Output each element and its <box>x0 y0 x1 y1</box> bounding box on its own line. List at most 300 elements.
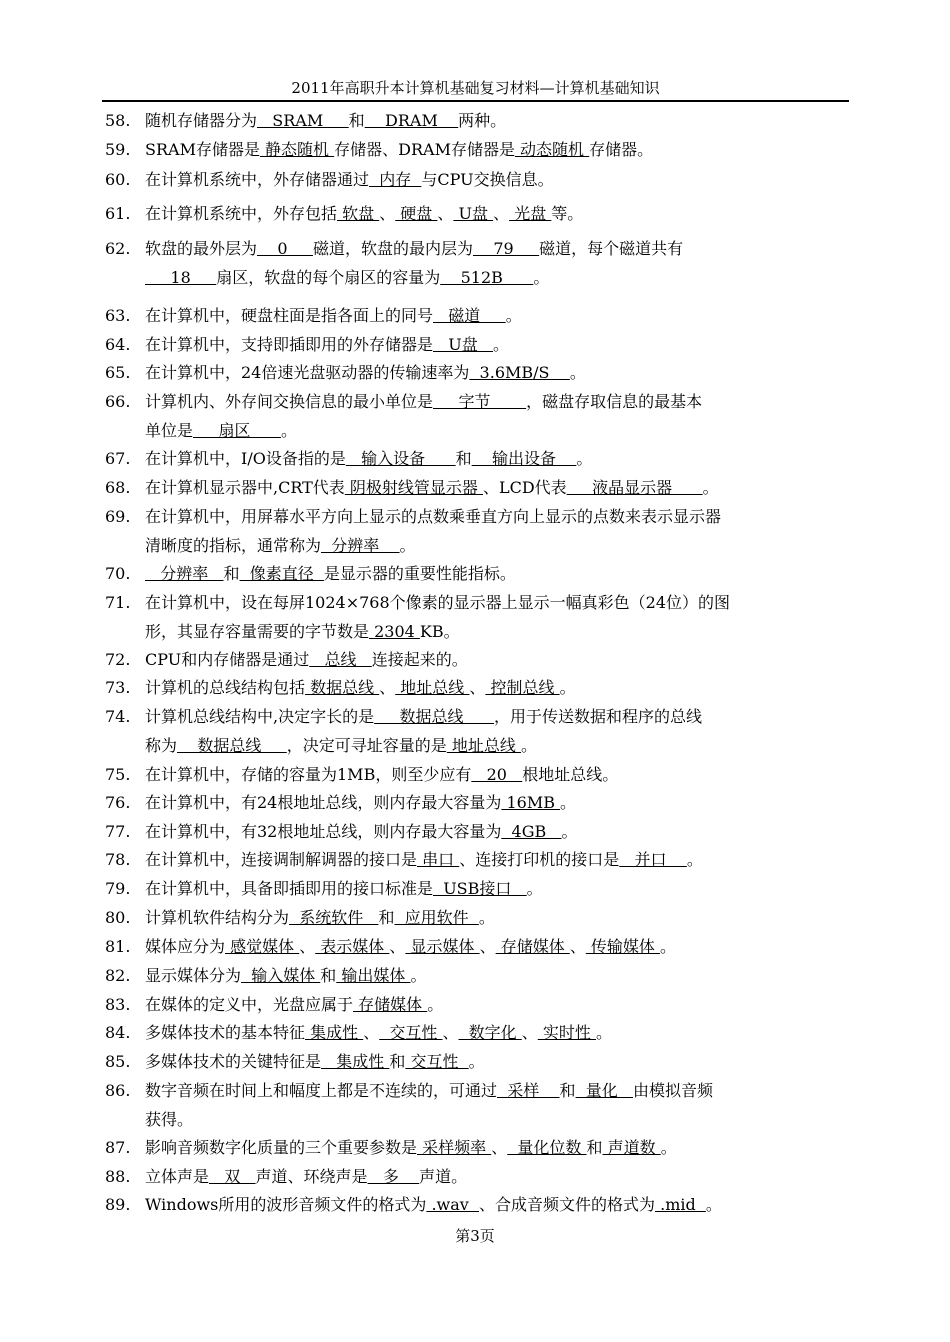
answer-blank: 4GB <box>501 822 562 841</box>
answer-blank: 内存 <box>369 170 422 189</box>
question-text <box>145 199 847 228</box>
answer-blank: 显示媒体 <box>405 937 480 956</box>
question-segment: 由模拟音频 <box>633 1081 714 1100</box>
question-text <box>145 106 847 135</box>
question-segment: 计算机软件结构分为 <box>145 908 290 927</box>
answer-blank: 动态随机 <box>514 140 590 159</box>
question-text <box>145 1018 847 1047</box>
question-segment: 获得。 <box>145 1110 194 1129</box>
question-segment: 。 <box>526 879 543 898</box>
question-segment: 在计算机中，设在每屏1024×768个像素的显示器上显示一幅真彩色（24位）的图 <box>145 593 731 612</box>
answer-blank: 输入设备 <box>345 449 456 468</box>
question-line <box>145 165 847 194</box>
question-number: 67. <box>105 449 131 468</box>
question-segment: 。 <box>561 822 578 841</box>
answer-blank: U盘 <box>453 204 494 223</box>
question-line <box>145 473 847 502</box>
answer-blank: 并口 <box>619 850 687 869</box>
question-text <box>145 645 847 674</box>
question-text <box>145 358 847 387</box>
answer-blank: 传输媒体 <box>585 937 661 956</box>
question-segment: 存储器、DRAM存储器是 <box>334 140 515 159</box>
answer-blank: 量化 <box>575 1081 633 1100</box>
question-segment: 多媒体技术的基本特征 <box>145 1023 306 1042</box>
question-line <box>145 106 847 135</box>
question-line <box>145 263 847 292</box>
question-number: 68. <box>105 478 131 497</box>
question-text <box>145 559 847 588</box>
question-item <box>105 559 847 588</box>
answer-blank: .wav <box>426 1195 479 1214</box>
question-text <box>145 845 847 874</box>
question-text <box>145 673 847 702</box>
question-segment: 在计算机中，具备即插即用的接口标准是 <box>145 879 434 898</box>
question-item <box>105 673 847 702</box>
question-text <box>145 588 847 646</box>
answer-blank: 20 <box>471 765 523 784</box>
question-line <box>145 617 847 646</box>
question-segment: 。 <box>705 1195 722 1214</box>
question-item <box>105 702 847 760</box>
question-segment: ，磁盘存取信息的最基本 <box>526 392 703 411</box>
question-segment: 和 <box>455 449 472 468</box>
question-number: 73. <box>105 678 131 697</box>
question-number: 84. <box>105 1023 131 1042</box>
question-line <box>145 731 847 760</box>
answer-blank: 像素直径 <box>239 564 324 583</box>
question-line <box>145 502 847 531</box>
answer-blank: 采样 <box>497 1081 560 1100</box>
answer-blank: 数据总线 <box>374 707 495 726</box>
question-segment: 在计算机中，24倍速光盘驱动器的传输速率为 <box>145 363 470 382</box>
answer-blank: 2304 <box>369 622 420 641</box>
question-number: 59. <box>105 140 131 159</box>
question-text <box>145 502 847 560</box>
question-line <box>145 702 847 731</box>
question-segment: 在计算机中，有24根地址总线，则内存最大容量为 <box>145 793 502 812</box>
question-segment: 和 <box>586 1138 603 1157</box>
question-segment: 在计算机中，连接调制解调器的接口是 <box>145 850 418 869</box>
question-number: 88. <box>105 1167 131 1186</box>
question-text <box>145 135 847 164</box>
answer-blank: 总线 <box>309 650 372 669</box>
question-number: 66. <box>105 392 131 411</box>
question-segment: 媒体应分为 <box>145 937 226 956</box>
question-text <box>145 1076 847 1134</box>
question-number: 85. <box>105 1052 131 1071</box>
question-segment: Windows所用的波形音频文件的格式为 <box>145 1195 427 1214</box>
question-number: 83. <box>105 995 131 1014</box>
question-segment: 。 <box>280 421 297 440</box>
answer-blank: 阴极射线管显示器 <box>344 478 483 497</box>
question-text <box>145 961 847 990</box>
question-line <box>145 903 847 932</box>
answer-blank: 光盘 <box>509 204 552 223</box>
question-item <box>105 990 847 1019</box>
question-segment: 、 <box>379 204 396 223</box>
answer-blank: 地址总线 <box>395 678 470 697</box>
question-text <box>145 788 847 817</box>
question-item <box>105 1076 847 1134</box>
answer-blank: 表示媒体 <box>315 937 390 956</box>
question-item <box>105 330 847 359</box>
question-item <box>105 760 847 789</box>
question-segment: KB。 <box>419 622 460 641</box>
question-line <box>145 1105 847 1134</box>
question-item <box>105 473 847 502</box>
question-segment: 在计算机显示器中,CRT代表 <box>145 478 345 497</box>
question-segment: 在计算机系统中，外存储器通过 <box>145 170 370 189</box>
question-line <box>145 817 847 846</box>
answer-blank: 串口 <box>417 850 460 869</box>
question-segment: 。 <box>576 449 593 468</box>
question-line <box>145 387 847 416</box>
question-number: 70. <box>105 564 131 583</box>
answer-blank: .mid <box>655 1195 706 1214</box>
question-segment: 。 <box>427 995 444 1014</box>
header-rule <box>102 100 849 102</box>
question-segment: 和 <box>389 1052 406 1071</box>
question-text <box>145 1162 847 1191</box>
question-text <box>145 903 847 932</box>
answer-blank: 感觉媒体 <box>225 937 300 956</box>
question-segment: 在计算机系统中，外存包括 <box>145 204 338 223</box>
question-segment: 。 <box>493 335 510 354</box>
question-number: 86. <box>105 1081 131 1100</box>
answer-blank: 512B <box>440 268 534 287</box>
answer-blank: 液晶显示器 <box>566 478 703 497</box>
question-segment: 在计算机中，有32根地址总线，则内存最大容量为 <box>145 822 502 841</box>
question-item <box>105 1133 847 1162</box>
answer-blank: 多 <box>367 1167 420 1186</box>
question-segment: 计算机总线结构中,决定字长的是 <box>145 707 375 726</box>
question-segment: 。 <box>569 363 586 382</box>
question-segment: 和 <box>320 966 337 985</box>
question-line <box>145 416 847 445</box>
answer-blank: 软盘 <box>337 204 380 223</box>
question-line <box>145 874 847 903</box>
question-text <box>145 444 847 473</box>
question-item <box>105 817 847 846</box>
question-segment: SRAM存储器是 <box>145 140 260 159</box>
question-segment: 。 <box>559 678 576 697</box>
answer-blank: 数字化 <box>458 1023 522 1042</box>
question-segment: 影响音频数字化质量的三个重要参数是 <box>145 1138 418 1157</box>
question-segment: 、 <box>379 678 396 697</box>
question-segment: 显示媒体分为 <box>145 966 242 985</box>
question-text <box>145 874 847 903</box>
question-number: 63. <box>105 306 131 325</box>
question-line <box>145 301 847 330</box>
answer-blank: 字节 <box>433 392 527 411</box>
question-line <box>145 990 847 1019</box>
question-segment: 与CPU交换信息。 <box>421 170 554 189</box>
question-segment: 单位是 <box>145 421 194 440</box>
question-number: 76. <box>105 793 131 812</box>
question-segment: 在媒体的定义中，光盘应属于 <box>145 995 354 1014</box>
question-number: 79. <box>105 879 131 898</box>
answer-blank: 数据总线 <box>177 736 287 755</box>
question-segment: 称为 <box>145 736 178 755</box>
answer-blank: 交互性 <box>405 1052 469 1071</box>
question-segment: 、 <box>389 937 406 956</box>
question-segment: 。 <box>660 1138 677 1157</box>
question-number: 89. <box>105 1195 131 1214</box>
question-line <box>145 135 847 164</box>
question-segment: 和 <box>348 111 365 130</box>
question-line <box>145 1133 847 1162</box>
answer-blank: 扇区 <box>193 421 281 440</box>
question-segment: 存储器。 <box>589 140 654 159</box>
question-text <box>145 932 847 961</box>
question-line <box>145 788 847 817</box>
answer-blank: 静态随机 <box>259 140 335 159</box>
question-number: 69. <box>105 507 131 526</box>
answer-blank: USB接口 <box>433 879 527 898</box>
answer-blank: U盘 <box>433 335 494 354</box>
answer-blank: 存储媒体 <box>495 937 570 956</box>
question-number: 78. <box>105 850 131 869</box>
question-number: 74. <box>105 707 131 726</box>
question-item <box>105 932 847 961</box>
question-text <box>145 760 847 789</box>
question-number: 81. <box>105 937 131 956</box>
answer-blank: 输出媒体 <box>336 966 411 985</box>
question-segment: 。 <box>702 478 719 497</box>
answer-blank: 存储媒体 <box>353 995 428 1014</box>
question-line <box>145 845 847 874</box>
question-line <box>145 1018 847 1047</box>
question-item <box>105 165 847 194</box>
question-segment: 、 <box>299 937 316 956</box>
question-number: 62. <box>105 239 131 258</box>
question-segment: 在计算机中，硬盘柱面是指各面上的同号 <box>145 306 434 325</box>
answer-blank: 分辨率 <box>145 564 224 583</box>
question-segment: 、 <box>469 678 486 697</box>
answer-blank: 采样频率 <box>417 1138 492 1157</box>
question-line <box>145 1190 847 1219</box>
question-segment: 、 <box>479 937 496 956</box>
question-segment: 在计算机中，用屏幕水平方向上显示的点数乘垂直方向上显示的点数来表示显示器 <box>145 507 722 526</box>
question-segment: 在计算机中，I/O设备指的是 <box>145 449 346 468</box>
question-item <box>105 1190 847 1219</box>
question-line <box>145 961 847 990</box>
question-segment: 形，其显存容量需要的字节数是 <box>145 622 370 641</box>
answer-blank: 16MB <box>501 793 561 812</box>
question-segment: 计算机内、外存间交换信息的最小单位是 <box>145 392 434 411</box>
question-text <box>145 330 847 359</box>
answer-blank: DRAM <box>364 111 459 130</box>
question-text <box>145 990 847 1019</box>
question-line <box>145 760 847 789</box>
question-segment: 、连接打印机的接口是 <box>459 850 620 869</box>
question-text <box>145 702 847 760</box>
answer-blank: 交互性 <box>379 1023 443 1042</box>
question-segment: 。 <box>410 966 427 985</box>
question-segment: 、合成音频文件的格式为 <box>479 1195 656 1214</box>
question-number: 61. <box>105 204 131 223</box>
question-segment: 。 <box>686 850 703 869</box>
question-line <box>145 199 847 228</box>
question-item <box>105 387 847 445</box>
question-number: 87. <box>105 1138 131 1157</box>
question-segment: 声道。 <box>419 1167 468 1186</box>
question-segment: 两种。 <box>458 111 507 130</box>
question-number: 82. <box>105 966 131 985</box>
question-item <box>105 788 847 817</box>
question-line <box>145 330 847 359</box>
question-number: 75. <box>105 765 131 784</box>
question-number: 64. <box>105 335 131 354</box>
question-text <box>145 473 847 502</box>
answer-blank: 硬盘 <box>395 204 438 223</box>
question-number: 60. <box>105 170 131 189</box>
question-segment: 、 <box>569 937 586 956</box>
question-segment: 声道、环绕声是 <box>255 1167 368 1186</box>
answer-blank: 双 <box>209 1167 256 1186</box>
question-number: 71. <box>105 593 131 612</box>
question-segment: 。 <box>533 268 550 287</box>
question-segment: 清晰度的指标，通常称为 <box>145 536 322 555</box>
answer-blank: 集成性 <box>321 1052 390 1071</box>
question-line <box>145 444 847 473</box>
question-segment: 。 <box>595 1023 612 1042</box>
question-text <box>145 387 847 445</box>
question-number: 58. <box>105 111 131 130</box>
question-line <box>145 234 847 263</box>
question-number: 65. <box>105 363 131 382</box>
question-item <box>105 301 847 330</box>
question-segment: ，决定可寻址容量的是 <box>286 736 447 755</box>
question-line <box>145 559 847 588</box>
question-segment: 在计算机中，支持即插即用的外存储器是 <box>145 335 434 354</box>
question-segment: 数字音频在时间上和幅度上都是不连续的，可通过 <box>145 1081 498 1100</box>
question-line <box>145 645 847 674</box>
question-segment: 是显示器的重要性能指标。 <box>323 564 516 583</box>
question-segment: 等。 <box>551 204 584 223</box>
question-number: 77. <box>105 822 131 841</box>
question-segment: 、LCD代表 <box>482 478 567 497</box>
question-text <box>145 1190 847 1219</box>
answer-blank: 实时性 <box>537 1023 596 1042</box>
question-line <box>145 588 847 617</box>
page-header-title: 2011年高职升本计算机基础复习材料—计算机基础知识 <box>291 79 660 97</box>
question-segment: 磁道，软盘的最内层为 <box>312 239 473 258</box>
question-segment: 和 <box>559 1081 576 1100</box>
answer-blank: 地址总线 <box>446 736 521 755</box>
question-line <box>145 932 847 961</box>
question-segment: 。 <box>478 908 495 927</box>
answer-blank: 控制总线 <box>485 678 560 697</box>
question-segment: 和 <box>378 908 395 927</box>
question-text <box>145 817 847 846</box>
answer-blank: 0 <box>257 239 313 258</box>
question-segment: 在计算机中，存储的容量为1MB，则至少应有 <box>145 765 472 784</box>
question-item <box>105 845 847 874</box>
question-segment: 。 <box>521 736 538 755</box>
question-segment: 。 <box>560 793 577 812</box>
question-item <box>105 874 847 903</box>
question-segment: CPU和内存储器是通过 <box>145 650 310 669</box>
question-line <box>145 1076 847 1105</box>
question-segment: 连接起来的。 <box>371 650 468 669</box>
question-item <box>105 106 847 135</box>
answer-blank: 声道数 <box>602 1138 661 1157</box>
answer-blank: 79 <box>472 239 540 258</box>
question-segment: 立体声是 <box>145 1167 210 1186</box>
question-segment: 。 <box>399 536 416 555</box>
question-text <box>145 234 847 292</box>
question-segment: 。 <box>505 306 522 325</box>
question-number: 72. <box>105 650 131 669</box>
question-text <box>145 1047 847 1076</box>
answer-blank: SRAM <box>257 111 349 130</box>
question-segment: 、 <box>491 1138 508 1157</box>
question-item <box>105 961 847 990</box>
question-segment: 。 <box>468 1052 485 1071</box>
answer-blank: 量化位数 <box>507 1138 587 1157</box>
question-item <box>105 1018 847 1047</box>
question-segment: 软盘的最外层为 <box>145 239 258 258</box>
question-item <box>105 234 847 292</box>
question-text <box>145 165 847 194</box>
question-item <box>105 358 847 387</box>
question-segment: 、 <box>437 204 454 223</box>
question-item <box>105 903 847 932</box>
answer-blank: 数据总线 <box>305 678 380 697</box>
question-line <box>145 673 847 702</box>
answer-blank: 输入媒体 <box>241 966 321 985</box>
answer-blank: 磁道 <box>433 306 506 325</box>
answer-blank: 系统软件 <box>289 908 379 927</box>
question-segment: 多媒体技术的关键特征是 <box>145 1052 322 1071</box>
question-item <box>105 135 847 164</box>
question-item <box>105 1162 847 1191</box>
question-text <box>145 1133 847 1162</box>
page-number: 第3页 <box>455 1227 495 1245</box>
question-line <box>145 1162 847 1191</box>
question-line <box>145 531 847 560</box>
question-segment: 、 <box>521 1023 538 1042</box>
answer-blank: 分辨率 <box>321 536 400 555</box>
question-segment: 和 <box>223 564 240 583</box>
question-segment: 、 <box>442 1023 459 1042</box>
question-segment: 磁道，每个磁道共有 <box>539 239 684 258</box>
question-segment: 随机存储器分为 <box>145 111 258 130</box>
question-number: 80. <box>105 908 131 927</box>
question-item <box>105 444 847 473</box>
question-segment: 计算机的总线结构包括 <box>145 678 306 697</box>
answer-blank: 18 <box>145 268 217 287</box>
question-segment: 、 <box>363 1023 380 1042</box>
question-line <box>145 1047 847 1076</box>
answer-blank: 集成性 <box>305 1023 364 1042</box>
question-item <box>105 645 847 674</box>
answer-blank: 应用软件 <box>394 908 479 927</box>
question-line <box>145 358 847 387</box>
question-segment: 根地址总线。 <box>522 765 619 784</box>
question-text <box>145 301 847 330</box>
question-item <box>105 588 847 646</box>
question-segment: 。 <box>660 937 677 956</box>
question-item <box>105 199 847 228</box>
question-item <box>105 1047 847 1076</box>
question-segment: ，用于传送数据和程序的总线 <box>494 707 703 726</box>
question-segment: 扇区，软盘的每个扇区的容量为 <box>216 268 441 287</box>
question-item <box>105 502 847 560</box>
question-segment: 、 <box>493 204 510 223</box>
answer-blank: 输出设备 <box>471 449 577 468</box>
